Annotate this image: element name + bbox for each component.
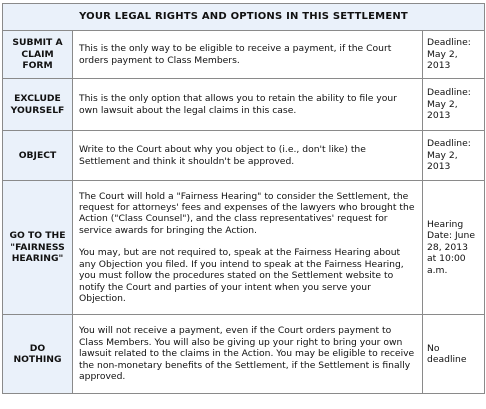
- table-row: [3, 31, 485, 79]
- option-name: EXCLUDE YOURSELF: [3, 79, 73, 131]
- option-deadline: Deadline: May 2, 2013: [423, 79, 485, 131]
- table-row: [3, 131, 485, 181]
- legal-rights-table: [2, 3, 485, 394]
- description-paragraph: The Court will hold a "Fairness Hearing" to consider the Settlement, the request for attorneys' fees and expenses of the lawyers who brought the Action ("Class Counsel"), and the class representatives' request for service awards for bringing the Action.: [79, 190, 415, 236]
- option-description: [73, 181, 423, 315]
- option-name: GO TO THE "FAIRNESS HEARING": [3, 181, 73, 315]
- description-paragraph: You may, but are not required to, speak at the Fairness Hearing about any Objection you filed. If you intend to speak at the Fairness Hearing, you must follow the procedures stated on the Settlement website to notify the Court and parties of your intent when you serve your Objection.: [79, 247, 404, 304]
- option-deadline: Hearing Date: June 28, 2013 at 10:00 a.m.: [423, 181, 485, 315]
- option-name: DO NOTHING: [3, 315, 73, 394]
- table-row: [3, 181, 485, 315]
- option-description: [73, 315, 423, 394]
- description-paragraph: You will not receive a payment, even if the Court orders payment to Class Members. You will also be giving up your right to bring your own lawsuit related to the claims in the Action. You may be eligible to receive the non-monetary benefits of the Settlement, if the Settlement is finally approved.: [79, 325, 415, 383]
- table-row: [3, 79, 485, 131]
- option-deadline: Deadline: May 2, 2013: [423, 31, 485, 79]
- description-paragraph: This is the only option that allows you to retain the ability to file your own lawsuit about the legal claims in this case.: [79, 93, 397, 116]
- option-name: SUBMIT A CLAIM FORM: [3, 31, 73, 79]
- table-row: [3, 315, 485, 394]
- table-title: YOUR LEGAL RIGHTS AND OPTIONS IN THIS SETTLEMENT: [3, 4, 485, 31]
- option-deadline: No deadline: [423, 315, 485, 394]
- option-name: OBJECT: [3, 131, 73, 181]
- option-description: [73, 31, 423, 79]
- option-description: [73, 131, 423, 181]
- description-paragraph: This is the only way to be eligible to receive a payment, if the Court orders payment to Class Members.: [79, 43, 392, 66]
- option-description: [73, 79, 423, 131]
- description-paragraph: Write to the Court about why you object to (i.e., don't like) the Settlement and think it shouldn't be approved.: [79, 144, 366, 167]
- option-deadline: Deadline: May 2, 2013: [423, 131, 485, 181]
